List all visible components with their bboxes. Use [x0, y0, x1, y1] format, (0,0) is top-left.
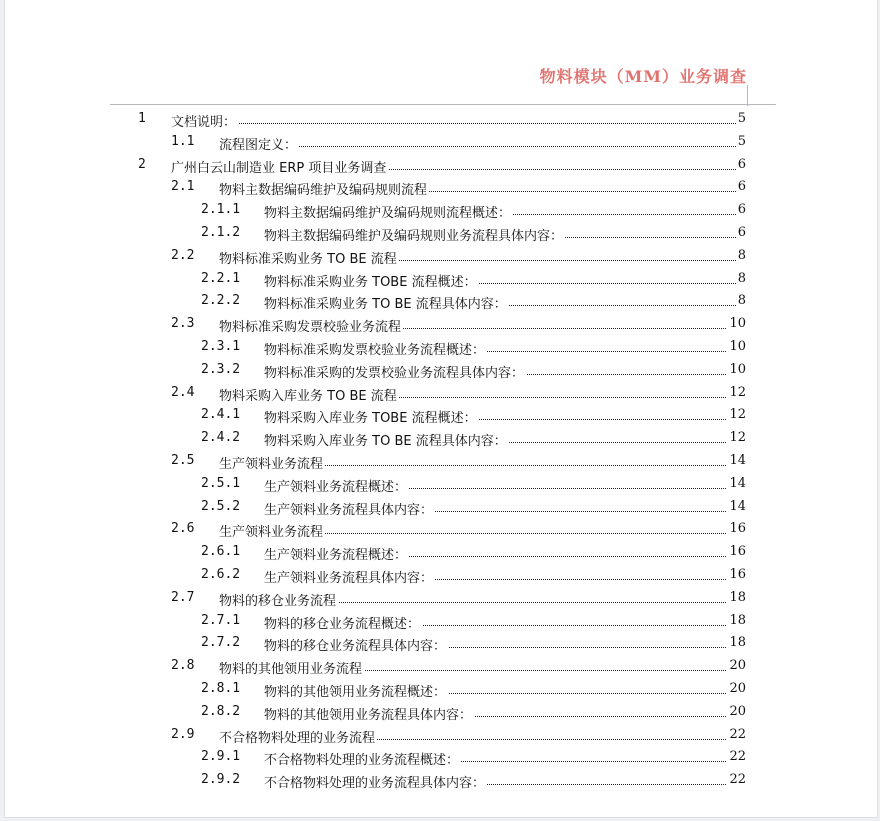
toc-title: 物料的其他领用业务流程具体内容：: [264, 704, 474, 723]
toc-title: 物料主数据编码维护及编码规则业务流程具体内容：: [264, 225, 565, 244]
toc-title: 物料主数据编码维护及编码规则流程: [219, 179, 429, 198]
toc-title: 物料的移仓业务流程: [219, 590, 338, 609]
toc-number: 2: [138, 156, 146, 172]
toc-title: 物料的移仓业务流程具体内容：: [264, 635, 448, 654]
toc-title: 生产领料业务流程: [219, 453, 325, 472]
toc-entry[interactable]: [5, 632, 877, 655]
toc-number: 2.8.1: [201, 680, 241, 696]
toc-page: 20: [729, 703, 746, 719]
crop-mark: [747, 85, 748, 106]
toc-number: 2.1.2: [201, 224, 241, 240]
toc-number: 2.5.2: [201, 498, 241, 514]
toc-number: 2.3.2: [201, 361, 241, 377]
toc-page: 12: [729, 384, 746, 400]
toc-entry[interactable]: [5, 359, 877, 382]
toc-page: 14: [729, 452, 746, 468]
toc-page: 10: [729, 338, 746, 354]
toc-entry[interactable]: [5, 724, 877, 747]
toc-title: 生产领料业务流程: [219, 521, 325, 540]
toc-number: 2.5.1: [201, 475, 241, 491]
toc-page: 16: [729, 566, 746, 582]
toc-title: 生产领料业务流程具体内容：: [264, 499, 435, 518]
toc-entry[interactable]: [5, 746, 877, 769]
toc-entry[interactable]: [5, 222, 877, 245]
toc-page: 18: [729, 589, 746, 605]
toc-title: 文档说明：: [171, 111, 238, 130]
toc-page: 6: [737, 224, 746, 240]
toc-page: 16: [729, 521, 746, 537]
toc-number: 2.3: [171, 316, 195, 332]
toc-number: 2.6.2: [201, 566, 241, 582]
toc-title: 物料的移仓业务流程概述：: [264, 613, 422, 632]
toc-page: 8: [737, 293, 746, 309]
toc-title: 生产领料业务流程具体内容：: [264, 567, 435, 586]
toc-number: 2.5: [171, 452, 195, 468]
toc-page: 14: [729, 475, 746, 491]
toc-page: 22: [729, 772, 746, 788]
document-page: [4, 0, 878, 818]
toc-page: 8: [737, 247, 746, 263]
toc-page: 5: [737, 133, 746, 149]
toc-number: 2.7.2: [201, 635, 241, 651]
toc-page: 14: [729, 498, 746, 514]
toc-entry[interactable]: [5, 268, 877, 291]
toc-number: 2.2.1: [201, 270, 241, 286]
toc-entry[interactable]: [5, 404, 877, 427]
toc-leader: [171, 123, 744, 124]
toc-entry[interactable]: [5, 382, 877, 405]
toc-title: 物料的其他领用业务流程概述：: [264, 681, 448, 700]
toc-entry[interactable]: [5, 701, 877, 724]
toc-title: 物料标准采购业务 TO BE 流程具体内容：: [264, 293, 509, 312]
toc-entry[interactable]: [5, 290, 877, 313]
toc-entry[interactable]: [5, 427, 877, 450]
toc-entry[interactable]: [5, 199, 877, 222]
toc-entry[interactable]: [5, 541, 877, 564]
toc-number: 2.2.2: [201, 293, 241, 309]
toc-title: 物料采购入库业务 TOBE 流程概述：: [264, 407, 479, 426]
toc-entry[interactable]: [5, 587, 877, 610]
header-rule: [110, 104, 776, 105]
toc-title: 不合格物料处理的业务流程具体内容：: [264, 772, 487, 791]
toc-title: 物料标准采购发票校验业务流程概述：: [264, 339, 487, 358]
toc-page: 20: [729, 680, 746, 696]
toc-page: 18: [729, 612, 746, 628]
toc-title: 物料标准采购的发票校验业务流程具体内容：: [264, 362, 526, 381]
toc-number: 2.9.2: [201, 772, 241, 788]
toc-page: 10: [729, 361, 746, 377]
toc-number: 2.6.1: [201, 544, 241, 560]
toc-number: 2.8: [171, 658, 195, 674]
toc-page: 20: [729, 658, 746, 674]
toc-title: 物料标准采购业务 TOBE 流程概述：: [264, 271, 479, 290]
toc-title: 不合格物料处理的业务流程: [219, 727, 377, 746]
toc-page: 12: [729, 407, 746, 423]
toc-entry[interactable]: [5, 769, 877, 792]
toc-title: 物料标准采购业务 TO BE 流程: [219, 248, 399, 267]
toc-number: 2.1: [171, 179, 195, 195]
toc-title: 物料的其他领用业务流程: [219, 658, 364, 677]
toc-entry[interactable]: [5, 450, 877, 473]
toc-title: 流程图定义：: [219, 134, 299, 153]
toc-page: 5: [737, 111, 746, 126]
toc-number: 1.1: [171, 133, 195, 149]
toc-number: 2.7: [171, 589, 195, 605]
toc-entry[interactable]: [5, 610, 877, 633]
toc-number: 2.9: [171, 726, 195, 742]
toc-entry[interactable]: [5, 154, 877, 177]
toc-entry[interactable]: [5, 473, 877, 496]
toc-page: 18: [729, 635, 746, 651]
toc-number: 2.6: [171, 521, 195, 537]
toc-title: 物料采购入库业务 TO BE 流程: [219, 385, 399, 404]
table-of-contents: [5, 108, 877, 792]
toc-page: 6: [737, 156, 746, 172]
toc-page: 22: [729, 726, 746, 742]
toc-entry[interactable]: [5, 336, 877, 359]
toc-entry[interactable]: [5, 678, 877, 701]
toc-entry[interactable]: [5, 108, 877, 131]
toc-number: 2.4.2: [201, 430, 241, 446]
toc-title: 生产领料业务流程概述：: [264, 544, 409, 563]
toc-entry[interactable]: [5, 313, 877, 336]
toc-number: 2.1.1: [201, 202, 241, 218]
toc-entry[interactable]: [5, 655, 877, 678]
toc-page: 6: [737, 202, 746, 218]
toc-entry[interactable]: [5, 496, 877, 519]
toc-number: 2.3.1: [201, 338, 241, 354]
toc-entry[interactable]: [5, 131, 877, 154]
toc-number: 2.7.1: [201, 612, 241, 628]
toc-title: 广州白云山制造业 ERP 项目业务调查: [171, 157, 388, 176]
toc-entry[interactable]: [5, 176, 877, 199]
toc-title: 不合格物料处理的业务流程概述：: [264, 749, 461, 768]
toc-page: 6: [737, 179, 746, 195]
toc-title: 物料采购入库业务 TO BE 流程具体内容：: [264, 430, 509, 449]
page-header-title: 物料模块（MM）业务调查: [539, 67, 747, 86]
toc-entry[interactable]: [5, 518, 877, 541]
toc-number: 2.8.2: [201, 703, 241, 719]
toc-title: 生产领料业务流程概述：: [264, 476, 409, 495]
toc-entry[interactable]: [5, 564, 877, 587]
toc-entry[interactable]: [5, 245, 877, 268]
toc-page: 12: [729, 430, 746, 446]
toc-title: 物料主数据编码维护及编码规则流程概述：: [264, 202, 513, 221]
toc-number: 1: [138, 111, 146, 126]
toc-number: 2.9.1: [201, 749, 241, 765]
toc-number: 2.4: [171, 384, 195, 400]
toc-page: 16: [729, 544, 746, 560]
toc-number: 2.4.1: [201, 407, 241, 423]
toc-page: 22: [729, 749, 746, 765]
toc-page: 10: [729, 316, 746, 332]
toc-title: 物料标准采购发票校验业务流程: [219, 316, 403, 335]
toc-number: 2.2: [171, 247, 195, 263]
toc-page: 8: [737, 270, 746, 286]
